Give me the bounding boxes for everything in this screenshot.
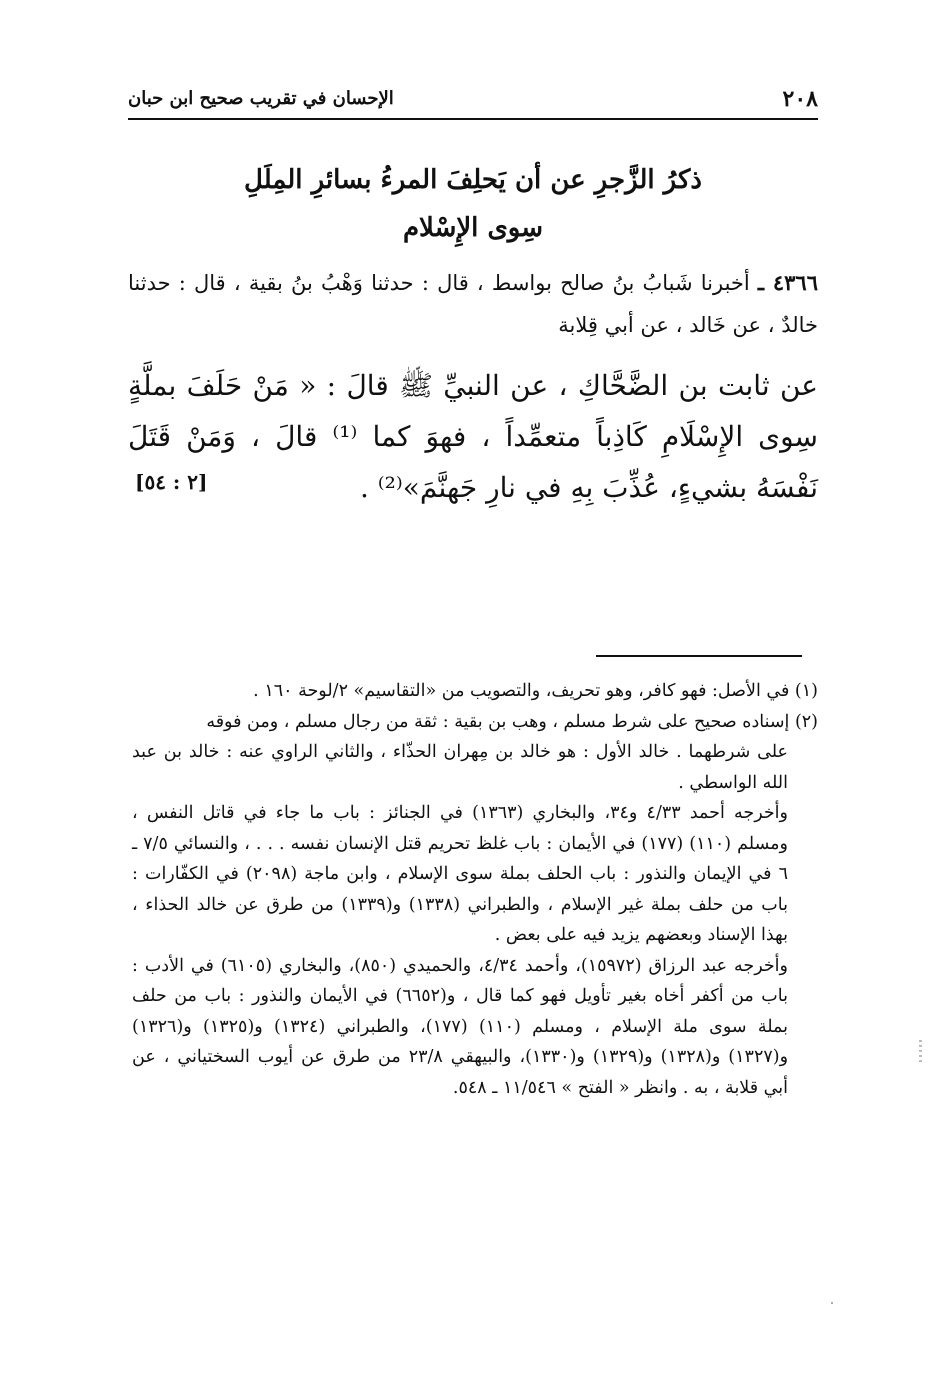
hadith-matn: عن ثابت بن الضَّحَّاكِ ، عن النبيِّ ﷺ قالَ : « مَنْ حَلَفَ بملَّةٍ سِوى الإِسْلَامِ كَاذِباً متعمِّداً ، فهوَ كما ⁽¹⁾ قالَ ، وَمَنْ قَتَلَ نَفْسَهُ بشيءٍ، عُذِّبَ بِهِ في نارِ جَهنَّمَ»⁽²⁾ .: [128, 369, 818, 504]
hadith-reference: [٢ : ٥٤]: [135, 470, 208, 494]
chapter-title-line-1: ذكرُ الزَّجرِ عن أن يَحلِفَ المرءُ بسائرِ المِلَلِ: [244, 165, 702, 195]
footnote-separator: [596, 655, 802, 657]
running-header: [128, 86, 818, 120]
hadith-number: ٤٣٦٦ ـ: [757, 270, 818, 295]
footnote-2-paragraph-3: وأخرجه عبد الرزاق (١٥٩٧٢)، وأحمد ٤/٣٤، والحميدي (٨٥٠)، والبخاري (٦١٠٥) في الأدب : باب من أكفر أخاه بغير تأويل فهو كما قال ، و(٦٦٥٢) في الأيمان والنذور : باب من حلف بملة سوى ملة الإسلام ، ومسلم (١١٠) (١٧٧)، والطبراني (١٣٢٤) و(١٣٢٥) و(١٣٢٦) و(١٣٢٧) و(١٣٢٨) و(١٣٢٩) و(١٣٣٠)، والبيهقي ٢٣/٨ من طرق عن أيوب السختياني ، عن أبي قلابة ، به . وانظر « الفتح » ١١/٥٤٦ ـ ٥٤٨.: [132, 955, 789, 1098]
page-number: ٢٠٨: [782, 86, 818, 112]
footnote-2-lead: (٢) إسناده صحيح على شرط مسلم ، وهب بن بقية : ثقة من رجال مسلم ، ومن فوقه: [206, 711, 818, 732]
scan-speck: [831, 1302, 833, 1304]
hadith-isnad-text: أخبرنا شَبابُ بنُ صالح بواسط ، قال : حدثنا وَهْبُ بنُ بقية ، قال : حدثنا خالدٌ ، عن خَالد ، عن أبي قِلابة: [128, 271, 818, 337]
footnote-1: (١) في الأصل: فهو كافر، وهو تحريف، والتصويب من «التقاسيم» ٢/لوحة ١٦٠ .: [253, 681, 818, 701]
book-title: الإحسان في تقريب صحيح ابن حبان: [128, 88, 394, 109]
chapter-title-line-2: سِوى الإِسْلام: [402, 213, 544, 243]
scan-speck: [919, 1040, 922, 1062]
footnote-2-paragraph-2: وأخرجه أحمد ٤/٣٣ و٣٤، والبخاري (١٣٦٣) في الجنائز : باب ما جاء في قاتل النفس ، ومسلم (١١٠) (١٧٧) في الأيمان : باب غلظ تحريم قتل الإنسان نفسه . . . ، والنسائي ٧/٥ ـ ٦ في الإيمان والنذور : باب الحلف بملة سوى الإسلام ، وابن ماجة (٢٠٩٨) في الكفّارات : باب من حلف بملة غير الإسلام ، والطبراني (١٣٣٨) و(١٣٣٩) من طرق عن خالد الحذاء ، بهذا الإسناد وبعضهم يزيد فيه على بعض .: [132, 803, 789, 945]
footnote-2-continuation: على شرطهما . خالد الأول : هو خالد بن مِهران الحذّاء ، والثاني الراوي عنه : خالد بن عبد الله الواسطي .: [132, 742, 788, 793]
footnotes: [132, 676, 818, 1103]
hadith-isnad: [128, 262, 818, 346]
